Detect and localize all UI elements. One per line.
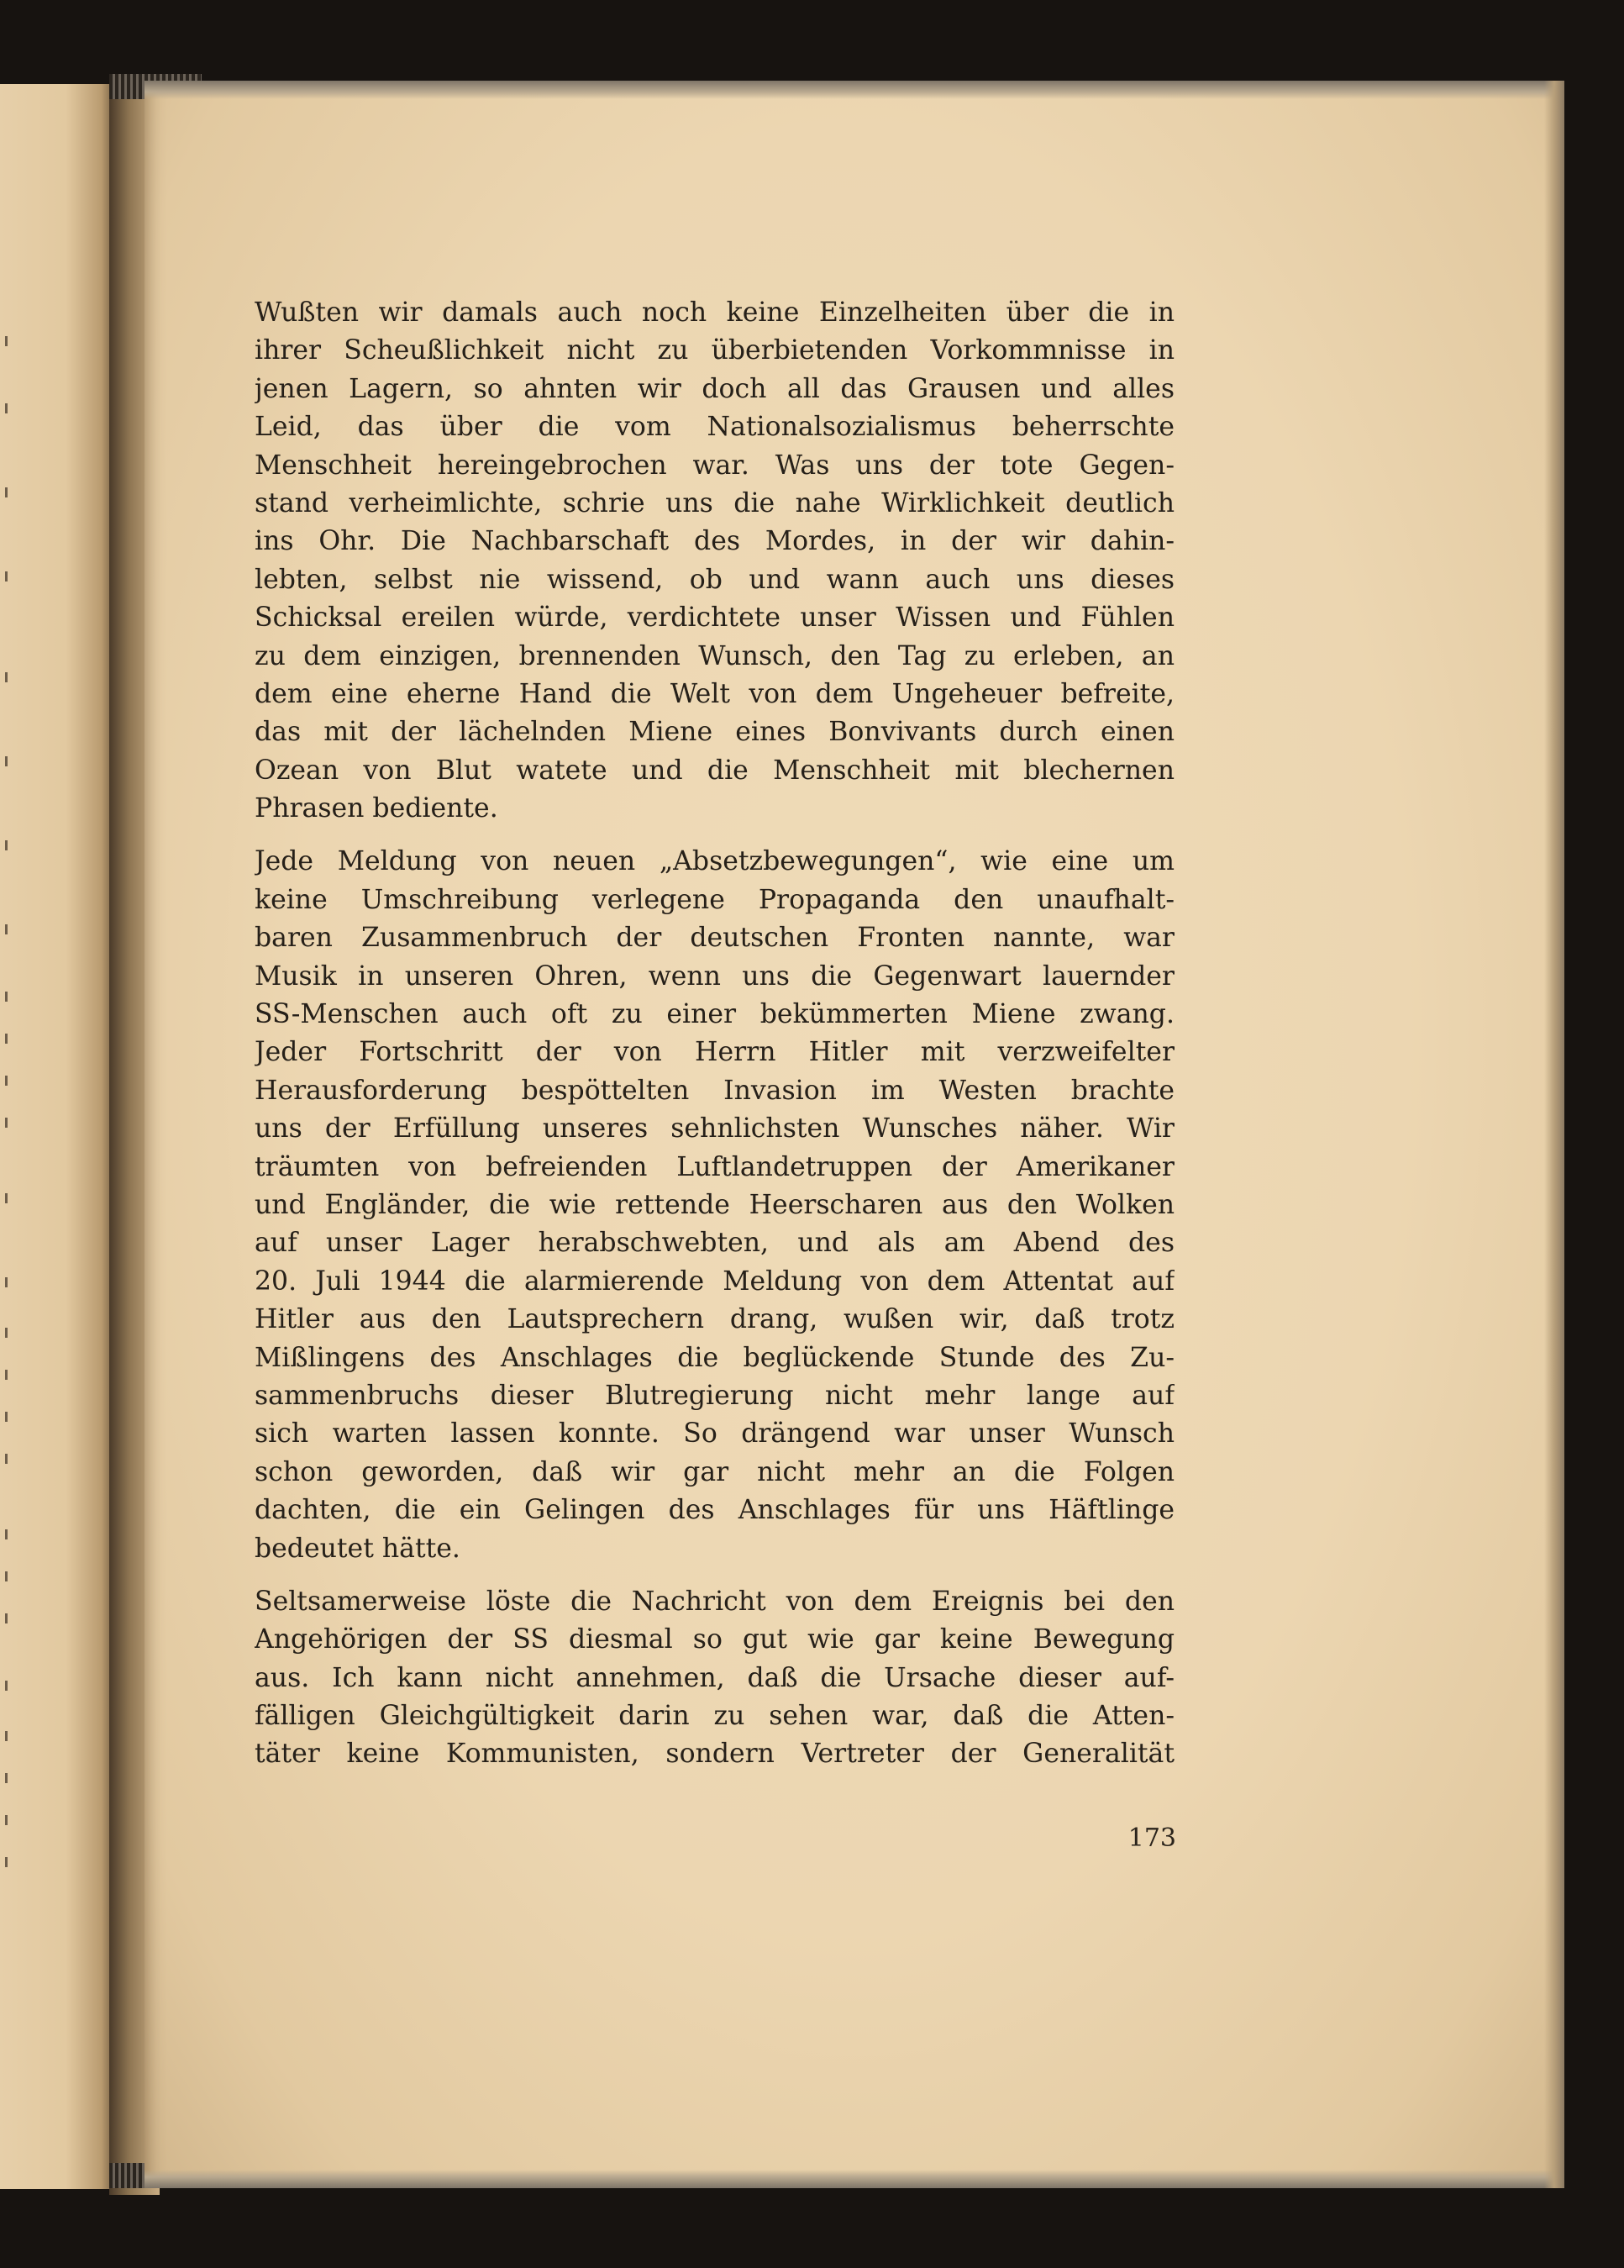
text-line: fälligen Gleichgültigkeit darin zu sehen war, daß die Atten- xyxy=(255,1701,1175,1732)
text-line: lebten, selbst nie wissend, ob und wann auch uns dieses xyxy=(255,564,1175,595)
text-line: Hitler aus den Lautsprechern drang, wußen wir, daß trotz xyxy=(255,1304,1175,1335)
text-line: Angehörigen der SS diesmal so gut wie gar keine Bewegung xyxy=(255,1624,1175,1655)
text-line: Herausforderung bespöttelten Invasion im Westen brachte xyxy=(255,1075,1175,1106)
text-line: dem eine eherne Hand die Welt von dem Ungeheuer befreite, xyxy=(255,678,1175,709)
text-line: Musik in unseren Ohren, wenn uns die Gegenwart lauernder xyxy=(255,960,1175,992)
text-line: Leid, das über die vom Nationalsozialismus beherrschte xyxy=(255,412,1175,443)
text-line: Ozean von Blut watete und die Menschheit mit blechernen xyxy=(255,755,1175,786)
page-top-edge xyxy=(145,81,1564,99)
text-line: sammenbruchs dieser Blutregierung nicht mehr lange auf xyxy=(255,1380,1175,1411)
page-bottom-edge xyxy=(145,2170,1564,2188)
text-line: keine Umschreibung verlegene Propaganda den unaufhalt- xyxy=(255,884,1175,915)
text-line: stand verheimlichte, schrie uns die nahe Wirklichkeit deutlich xyxy=(255,487,1175,518)
text-line: jenen Lagern, so ahnten wir doch all das Grausen und alles xyxy=(255,373,1175,404)
text-line: uns der Erfüllung unseres sehnlichsten Wunsches näher. Wir xyxy=(255,1113,1175,1145)
text-line: Jeder Fortschritt der von Herrn Hitler mit verzweifelter xyxy=(255,1037,1175,1068)
page-number: 173 xyxy=(1127,1823,1176,1853)
page-right-edge xyxy=(1544,81,1564,2188)
text-line: bedeutet hätte. xyxy=(255,1533,460,1564)
text-line: sich warten lassen konnte. So drängend war unser Wunsch xyxy=(255,1418,1175,1450)
previous-page-text-fragments xyxy=(0,84,25,2189)
text-line: aus. Ich kann nicht annehmen, daß die Ursache dieser auf- xyxy=(255,1662,1175,1693)
text-line: täter keine Kommunisten, sondern Vertreter der Generalität xyxy=(255,1739,1175,1770)
paragraph-3 xyxy=(255,1583,1175,1774)
text-line: Jede Meldung von neuen „Absetzbewegungen“, wie eine um xyxy=(255,846,1175,877)
text-line: Menschheit hereingebrochen war. Was uns der tote Gegen- xyxy=(255,450,1175,481)
text-line: zu dem einzigen, brennenden Wunsch, den Tag zu erleben, an xyxy=(255,640,1175,671)
text-line: das mit der lächelnden Miene eines Bonvivants durch einen xyxy=(255,717,1175,748)
text-line: baren Zusammenbruch der deutschen Fronten nannte, war xyxy=(255,923,1175,954)
text-line: Mißlingens des Anschlages die beglückende Stunde des Zu- xyxy=(255,1342,1175,1373)
text-line: auf unser Lager herabschwebten, und als am Abend des xyxy=(255,1228,1175,1259)
text-line: ins Ohr. Die Nachbarschaft des Mordes, in der wir dahin- xyxy=(255,526,1175,557)
paragraph-2 xyxy=(255,843,1175,1567)
text-line: träumten von befreienden Luftlandetruppen der Amerikaner xyxy=(255,1151,1175,1182)
text-line: und Engländer, die wie rettende Heerscharen aus den Wolken xyxy=(255,1189,1175,1220)
text-line: ihrer Scheußlichkeit nicht zu überbietenden Vorkommnisse in xyxy=(255,335,1175,366)
body-text xyxy=(255,294,1175,1789)
text-line: 20. Juli 1944 die alarmierende Meldung von dem Attentat auf xyxy=(255,1266,1175,1297)
text-line: SS-Menschen auch oft zu einer bekümmerten Miene zwang. xyxy=(255,999,1175,1030)
text-line: Wußten wir damals auch noch keine Einzelheiten über die in xyxy=(255,297,1175,328)
text-line: dachten, die ein Gelingen des Anschlages für uns Häftlinge xyxy=(255,1495,1175,1526)
paragraph-1 xyxy=(255,294,1175,828)
text-line: schon geworden, daß wir gar nicht mehr an die Folgen xyxy=(255,1456,1175,1487)
text-line: Schicksal ereilen würde, verdichtete unser Wissen und Fühlen xyxy=(255,603,1175,634)
previous-page-edge xyxy=(0,84,119,2189)
text-line: Phrasen bediente. xyxy=(255,793,498,824)
text-line: Seltsamerweise löste die Nachricht von dem Ereignis bei den xyxy=(255,1586,1175,1617)
